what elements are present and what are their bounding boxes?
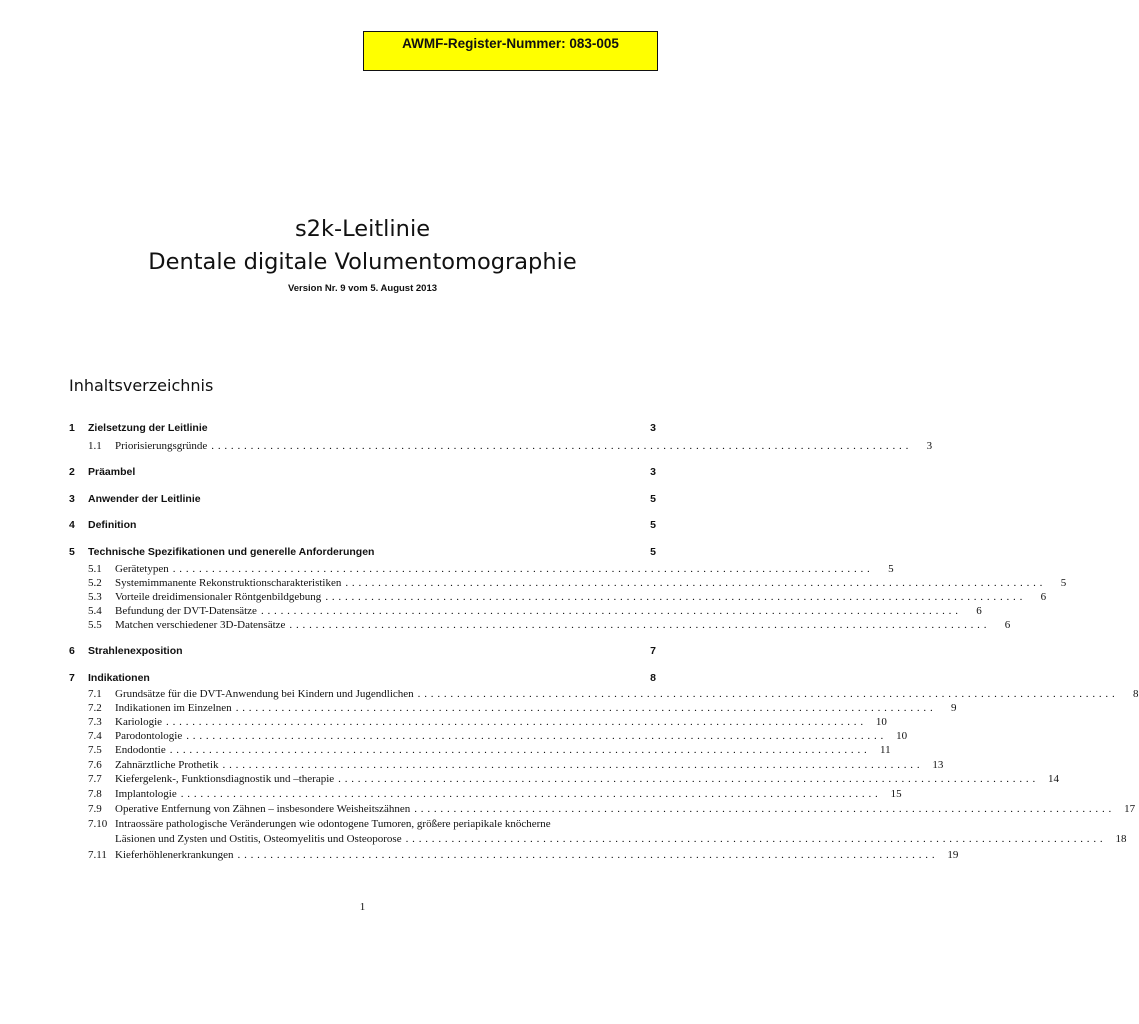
toc-sub-label: Indikationen im Einzelnen (115, 702, 232, 714)
toc-sub-number: 7.7 (88, 773, 102, 785)
toc-sub-number: 5.2 (88, 577, 102, 589)
toc-leader-dots: ........................................................................................................... (414, 803, 1116, 815)
toc-section-number: 2 (69, 466, 75, 478)
version-line: Version Nr. 9 vom 5. August 2013 (287, 283, 438, 294)
toc-leader-dots: ........................................................................................................... (166, 716, 867, 728)
toc-sub-1-1[interactable] (69, 440, 933, 455)
toc-page-number: 3 (650, 466, 656, 478)
toc-page-number: 6 (976, 605, 982, 617)
toc-leader-dots: ........................................................................................................... (237, 849, 939, 861)
toc-page-number: 18 (1115, 833, 1127, 845)
toc-leader-dots: ........................................................................................................... (405, 833, 1107, 845)
toc-sub-label: Implantologie (115, 788, 177, 800)
toc-sub-7-11[interactable] (69, 849, 959, 864)
toc-sub-label: Systemimmanente Rekonstruktionscharakteristiken (115, 577, 342, 589)
toc-leader-dots: ........................................................................................................... (169, 744, 871, 756)
toc-page-number: 8 (650, 672, 656, 684)
toc-sub-5-4[interactable] (69, 605, 982, 620)
toc-sub-label: Gerätetypen (115, 563, 169, 575)
toc-heading: Inhaltsverzeichnis (69, 376, 214, 395)
toc-sub-number: 7.10 (88, 818, 108, 830)
toc-page-number: 5 (650, 493, 656, 505)
toc-section-1[interactable] (69, 422, 656, 438)
toc-leader-dots: ........................................................................................................... (186, 730, 888, 742)
toc-section-number: 4 (69, 519, 75, 531)
toc-sub-number: 7.9 (88, 803, 102, 815)
toc-sub-label: Grundsätze für die DVT-Anwendung bei Kindern und Jugendlichen (115, 688, 414, 700)
toc-section-number: 5 (69, 546, 75, 558)
toc-section-label: Technische Spezifikationen und generelle Anforderungen (88, 546, 375, 558)
toc-page-number: 15 (890, 788, 902, 800)
toc-leader-dots: ........................................................................................................... (222, 759, 924, 771)
toc-section-number: 1 (69, 422, 75, 434)
toc-sub-5-5[interactable] (69, 619, 1011, 634)
toc-section-7[interactable] (69, 672, 656, 688)
toc-section-label: Zielsetzung der Leitlinie (88, 422, 208, 434)
toc-section-label: Anwender der Leitlinie (88, 493, 201, 505)
toc-sub-5-1[interactable] (69, 563, 894, 578)
toc-sub-number: 7.4 (88, 730, 102, 742)
toc-sub-label: Priorisierungsgründe (115, 440, 208, 452)
toc-sub-5-3[interactable] (69, 591, 1047, 606)
toc-section-4[interactable] (69, 519, 656, 535)
footer-page-number: 1 (359, 901, 366, 913)
title-line-2: Dentale digitale Volumentomographie (148, 249, 577, 275)
toc-page-number: 17 (1124, 803, 1136, 815)
toc-leader-dots: ........................................................................................................... (289, 619, 991, 631)
toc-leader-dots: ........................................................................................................... (180, 788, 882, 800)
toc-sub-7-1[interactable] (69, 688, 1139, 703)
toc-leader-dots: ........................................................................................................... (338, 773, 1039, 785)
toc-section-3[interactable] (69, 493, 656, 509)
toc-sub-number: 5.3 (88, 591, 102, 603)
register-number-box (363, 31, 658, 71)
toc-leader-dots: ........................................................................................................... (235, 702, 937, 714)
toc-leader-dots: ........................................................................................................... (260, 605, 962, 617)
toc-section-label: Indikationen (88, 672, 150, 684)
toc-sub-7-2[interactable] (69, 702, 957, 717)
toc-sub-label: Kiefergelenk-, Funktionsdiagnostik und –therapie (115, 773, 335, 785)
toc-sub-7-4[interactable] (69, 730, 908, 745)
toc-sub-7-5[interactable] (69, 744, 891, 759)
toc-leader-dots: ........................................................................................................... (325, 591, 1027, 603)
toc-page-number: 14 (1048, 773, 1059, 785)
toc-page-number: 11 (879, 744, 891, 756)
title-line-1: s2k-Leitlinie (294, 216, 431, 242)
toc-sub-label: Kieferhöhlenerkrankungen (115, 849, 234, 861)
toc-sub-label: Zahnärztliche Prothetik (115, 759, 219, 771)
toc-sub-7-7[interactable] (69, 773, 1059, 788)
toc-page-number: 13 (932, 759, 944, 771)
toc-section-6[interactable] (69, 645, 656, 661)
toc-leader-dots: ........................................................................................................... (345, 577, 1047, 589)
toc-leader-dots: ........................................................................................................... (172, 563, 874, 575)
toc-page-number: 5 (888, 563, 894, 575)
toc-page-number: 3 (650, 422, 656, 434)
toc-sub-7-9[interactable] (69, 803, 1136, 818)
register-number-text: AWMF-Register-Nummer: 083-005 (402, 36, 619, 51)
toc-page-number: 5 (650, 519, 656, 531)
toc-sub-label: Befundung der DVT-Datensätze (115, 605, 257, 617)
toc-sub-label: Parodontologie (115, 730, 183, 742)
document-title (0, 213, 725, 279)
toc-sub-number: 7.5 (88, 744, 102, 756)
toc-sub-number: 7.3 (88, 716, 102, 728)
toc-page-number: 19 (947, 849, 959, 861)
toc-sub-number: 7.1 (88, 688, 102, 700)
toc-section-5[interactable] (69, 546, 656, 562)
toc-sub-number: 7.11 (88, 849, 107, 861)
toc-page-number: 5 (1060, 577, 1067, 589)
toc-leader-dots: ........................................................................................................... (417, 688, 1119, 700)
toc-page-number: 8 (1133, 688, 1139, 700)
toc-sub-label: Kariologie (115, 716, 163, 728)
toc-page-number: 6 (1004, 619, 1011, 631)
toc-section-label: Strahlenexposition (88, 645, 183, 657)
toc-sub-number: 5.1 (88, 563, 102, 575)
toc-sub-number: 1.1 (88, 440, 102, 452)
toc-sub-label: Operative Entfernung von Zähnen – insbesondere Weisheitszähnen (115, 803, 411, 815)
toc-sub-7-10[interactable] (69, 818, 1127, 848)
toc-sub-label: Vorteile dreidimensionaler Röntgenbildgebung (115, 591, 322, 603)
toc-sub-label-line-2: Läsionen und Zysten und Ostitis, Osteomyelitis und Osteoporose (115, 833, 402, 845)
toc-section-label: Präambel (88, 466, 136, 478)
toc-section-number: 7 (69, 672, 75, 684)
toc-sub-number: 5.4 (88, 605, 102, 617)
toc-sub-7-6[interactable] (69, 759, 944, 774)
toc-page-number: 5 (650, 546, 656, 558)
toc-page-number: 10 (896, 730, 908, 742)
toc-page-number: 10 (875, 716, 887, 728)
toc-sub-number: 7.2 (88, 702, 102, 714)
toc-sub-label: Endodontie (115, 744, 166, 756)
toc-page-number: 6 (1040, 591, 1047, 603)
toc-sub-7-8[interactable] (69, 788, 902, 803)
toc-sub-7-3[interactable] (69, 716, 887, 731)
toc-section-number: 3 (69, 493, 75, 505)
toc-page-number: 9 (951, 702, 957, 714)
toc-sub-number: 7.8 (88, 788, 102, 800)
toc-sub-label-line-1: Intraossäre pathologische Veränderungen wie odontogene Tumoren, größere periapikale knöcherne (115, 818, 551, 830)
toc-sub-5-2[interactable] (69, 577, 1067, 592)
toc-section-2[interactable] (69, 466, 656, 482)
toc-sub-number: 5.5 (88, 619, 102, 631)
toc-page-number: 7 (650, 645, 656, 657)
toc-section-number: 6 (69, 645, 75, 657)
toc-leader-dots: ........................................................................................................... (211, 440, 913, 452)
toc-page-number: 3 (926, 440, 933, 452)
toc-sub-number: 7.6 (88, 759, 102, 771)
toc-sub-label: Matchen verschiedener 3D-Datensätze (115, 619, 286, 631)
toc-section-label: Definition (88, 519, 137, 531)
